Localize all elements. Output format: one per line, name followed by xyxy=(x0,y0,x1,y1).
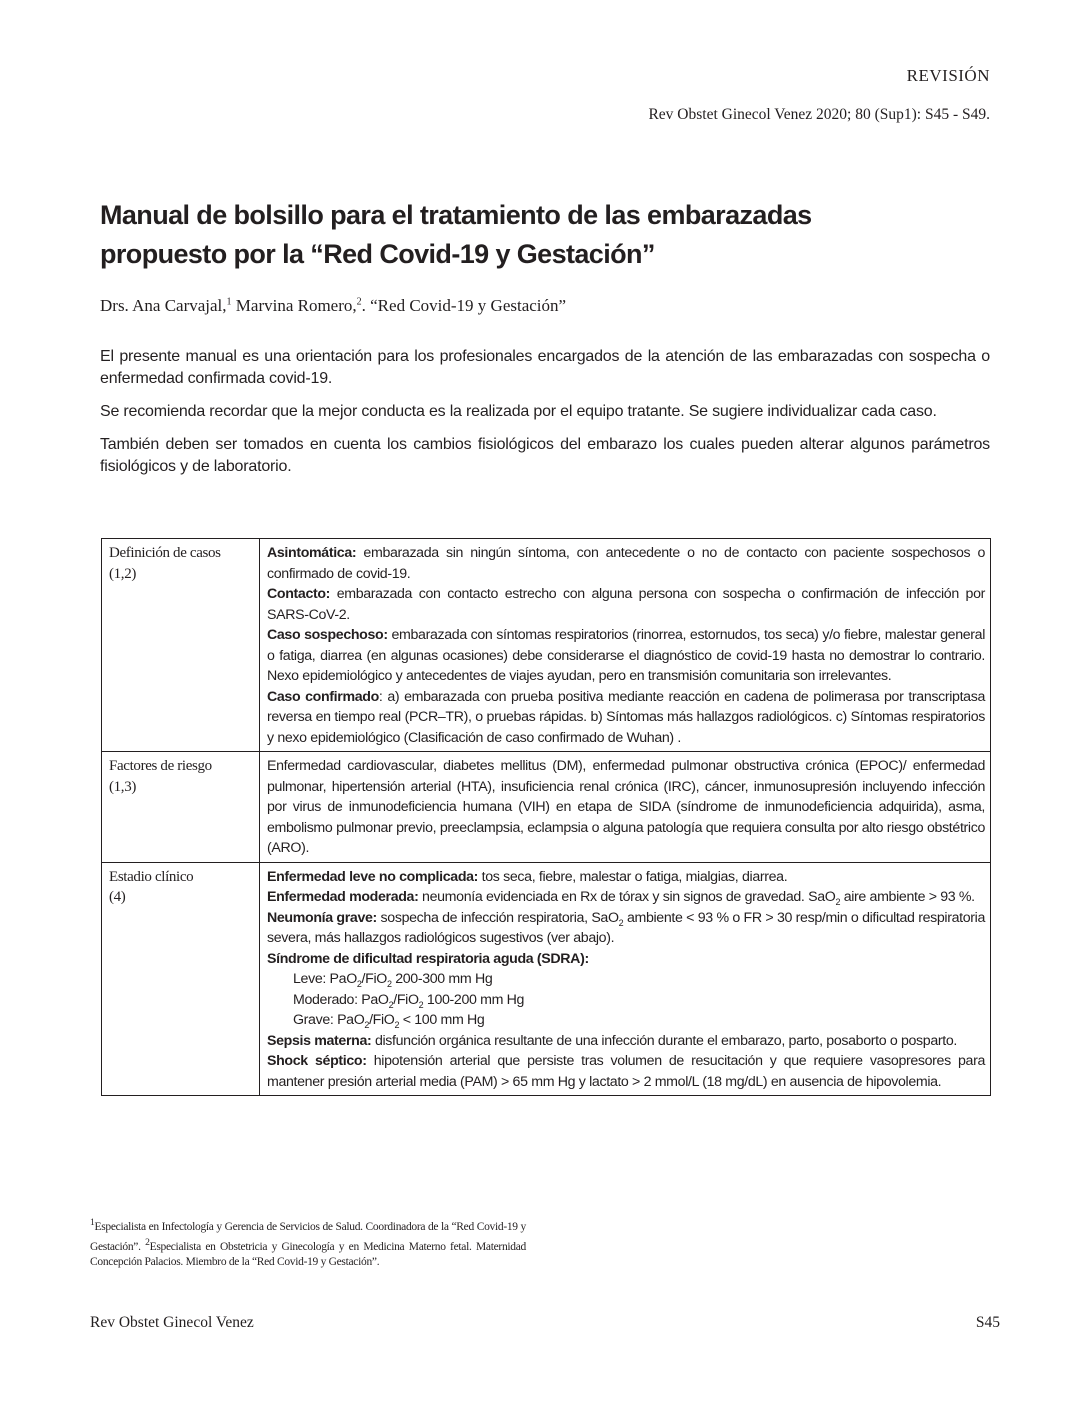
entry-text: ambiente < 93 % o FR > 30 resp/min o dificultad respiratoria severa, más hallazgos radiológicos sugestivos (ver abajo). xyxy=(267,909,985,946)
author-group: . “Red Covid-19 y Gestación” xyxy=(361,296,567,315)
row-reference: (4) xyxy=(109,889,126,905)
affiliations-footnote xyxy=(90,1215,526,1270)
entry-label: Síndrome de dificultad respiratoria aguda (SDRA): xyxy=(267,950,589,967)
section-label: REVISIÓN xyxy=(906,66,990,85)
subscript: 2 xyxy=(618,917,624,928)
sdra-text: /FiO xyxy=(393,991,419,1008)
entry-text: disfunción orgánica resultante de una infección durante el embarazo, parto, posaborto o posparto. xyxy=(371,1032,957,1049)
author-2-affiliation: 2 xyxy=(356,296,362,308)
table-row xyxy=(102,752,991,863)
entry-label: Caso confirmado xyxy=(267,688,379,705)
stage-entry xyxy=(267,1031,985,1052)
subscript: 2 xyxy=(364,1019,370,1030)
stage-entry xyxy=(267,1051,985,1092)
entry-text: embarazada con síntomas respiratorios (rinorrea, estornudos, tos seca) y/o fiebre, malestar general o fatiga, diarrea (en algunas ocasiones) debe considerarse el diagnóstico de covid-19 hasta no demostrar lo contrario. Nexo epidemiológico y antecedentes de viajes ayudan, pero en transmisión comunitaria son irrelevantes. xyxy=(267,627,985,684)
entry-text: neumonía evidenciada en Rx de tórax y sin signos de gravedad. SaO xyxy=(418,889,836,905)
subscript: 2 xyxy=(418,999,424,1010)
page-number: S45 xyxy=(975,1314,1000,1331)
entry-label: Sepsis materna: xyxy=(267,1032,372,1049)
entry-text: sospecha de infección respiratoria, SaO xyxy=(376,909,619,926)
author-2: Marvina Romero, xyxy=(231,296,357,315)
entry-label: Shock séptico: xyxy=(267,1053,367,1069)
footnote-marker: 1 xyxy=(90,1217,95,1228)
row-header xyxy=(102,862,260,1096)
entry-text: : a) embarazada con prueba positiva mediante reacción en cadena de polimerasa por transcriptasa reversa en tiempo real (PCR–TR), o pruebas rápidas. b) Síntomas más hallazgos radiológicos. c) Síntomas respiratorios y nexo epidemiológico (Clasificación de caso confirmado de Wuhan) . xyxy=(267,688,985,746)
footnote-text: Especialista en Infectología y Gerencia de Servicios de Salud. Coordinadora de la “Red Covid-19 y Gestación”. xyxy=(90,1220,526,1253)
footer-journal: Rev Obstet Ginecol Venez xyxy=(90,1314,254,1331)
row-content xyxy=(260,862,991,1096)
footnote-marker: 2 xyxy=(145,1236,150,1248)
entry-label: Asintomática: xyxy=(267,545,357,561)
sdra-text: Moderado: PaO xyxy=(293,991,389,1008)
subscript: 2 xyxy=(388,999,394,1010)
entry-label: Enfermedad leve no complicada: xyxy=(267,868,479,885)
row-title: Factores de riesgo xyxy=(109,758,212,774)
entry-label: Neumonía grave: xyxy=(267,909,377,926)
footnote-text: Especialista en Obstetricia y Ginecología y en Medicina Materno fetal. Maternidad Concepción Palacios. Miembro de la “Red Covid-19 y Gestación”. xyxy=(90,1240,526,1268)
sdra-leve xyxy=(267,969,985,990)
title-line-2: propuesto por la “Red Covid-19 y Gestación” xyxy=(100,239,655,269)
author-1-affiliation: 1 xyxy=(226,296,232,308)
sdra-moderado xyxy=(267,990,985,1011)
entry-text: embarazada con contacto estrecho con alguna persona con sospecha o confirmación de infección por SARS-CoV-2. xyxy=(267,586,985,623)
definition-entry xyxy=(267,687,985,749)
definition-entry xyxy=(267,625,985,687)
entry-text: embarazada sin ningún síntoma, con antecedente o no de contacto con paciente sospechosos o confirmado de covid-19. xyxy=(267,545,985,582)
row-content xyxy=(260,539,991,752)
author-1: Drs. Ana Carvajal, xyxy=(100,296,227,315)
stage-entry xyxy=(267,887,985,908)
manual-table xyxy=(101,538,991,1096)
intro-section xyxy=(100,346,990,489)
sdra-grave xyxy=(267,1010,985,1031)
entry-text: aire ambiente > 93 %. xyxy=(840,889,975,905)
definition-entry xyxy=(267,584,985,625)
title-line-1: Manual de bolsillo para el tratamiento de las embarazadas xyxy=(100,200,812,230)
risk-factors-text: Enfermedad cardiovascular, diabetes mellitus (DM), enfermedad pulmonar obstructiva crónica (EPOC)/ enfermedad pulmonar, hipertensión arterial (HTA), insuficiencia renal crónica (IRC), cáncer, inmunosupresión incluyendo infección por virus de inmunodeficiencia humana (VIH) en etapa de SIDA (síndrome de inmunodeficiencia adquirida), asma, embolismo pulmonar previo, preeclampsia, eclampsia o alguna patología que requiera consulta por alto riesgo obstétrico (ARO). xyxy=(267,758,985,856)
stage-entry xyxy=(267,949,985,970)
entry-text: tos seca, fiebre, malestar o fatiga, mialgias, diarrea. xyxy=(478,868,788,885)
article-title xyxy=(100,196,920,274)
journal-citation: Rev Obstet Ginecol Venez 2020; 80 (Sup1): S45 - S49. xyxy=(648,106,990,123)
entry-label: Caso sospechoso: xyxy=(267,627,388,643)
row-reference: (1,3) xyxy=(109,778,136,795)
subscript: 2 xyxy=(394,1019,400,1030)
entry-label: Contacto: xyxy=(267,586,331,602)
entry-text: hipotensión arterial que persiste tras volumen de resucitación y que requiere vasopresores para mantener presión arterial media (PAM) > 65 mm Hg y lactato > 2 mmol/L (18 mg/dL) en ausencia de hipovolemia. xyxy=(267,1053,985,1090)
subscript: 2 xyxy=(835,896,841,907)
table-row xyxy=(102,539,991,752)
sdra-text: Grave: PaO xyxy=(293,1012,365,1028)
author-list xyxy=(100,296,566,316)
definition-entry xyxy=(267,543,985,584)
row-title: Estadio clínico xyxy=(109,868,194,885)
subscript: 2 xyxy=(356,978,362,989)
entry-label: Enfermedad moderada: xyxy=(267,889,419,905)
intro-paragraph: Se recomienda recordar que la mejor conducta es la realizada por el equipo tratante. Se sugiere individualizar cada caso. xyxy=(100,403,937,420)
intro-paragraph: También deben ser tomados en cuenta los cambios fisiológicos del embarazo los cuales pueden alterar algunos parámetros fisiológicos y de laboratorio. xyxy=(100,436,990,475)
row-title: Definición de casos xyxy=(109,545,221,561)
sdra-text: /FiO xyxy=(369,1012,395,1028)
intro-paragraph: El presente manual es una orientación para los profesionales encargados de la atención de las embarazadas con sospecha o enfermedad confirmada covid-19. xyxy=(100,348,990,387)
sdra-text: /FiO xyxy=(361,971,387,987)
row-reference: (1,2) xyxy=(109,565,136,582)
stage-entry xyxy=(267,908,985,949)
table-row xyxy=(102,862,991,1096)
sdra-text: Leve: PaO xyxy=(293,971,357,987)
row-header xyxy=(102,539,260,752)
row-content xyxy=(260,752,991,863)
sdra-text: 100-200 mm Hg xyxy=(423,991,525,1008)
stage-entry xyxy=(267,867,985,888)
sdra-text: < 100 mm Hg xyxy=(399,1012,485,1028)
sdra-text: 200-300 mm Hg xyxy=(391,971,493,987)
row-header xyxy=(102,752,260,863)
subscript: 2 xyxy=(386,978,392,989)
